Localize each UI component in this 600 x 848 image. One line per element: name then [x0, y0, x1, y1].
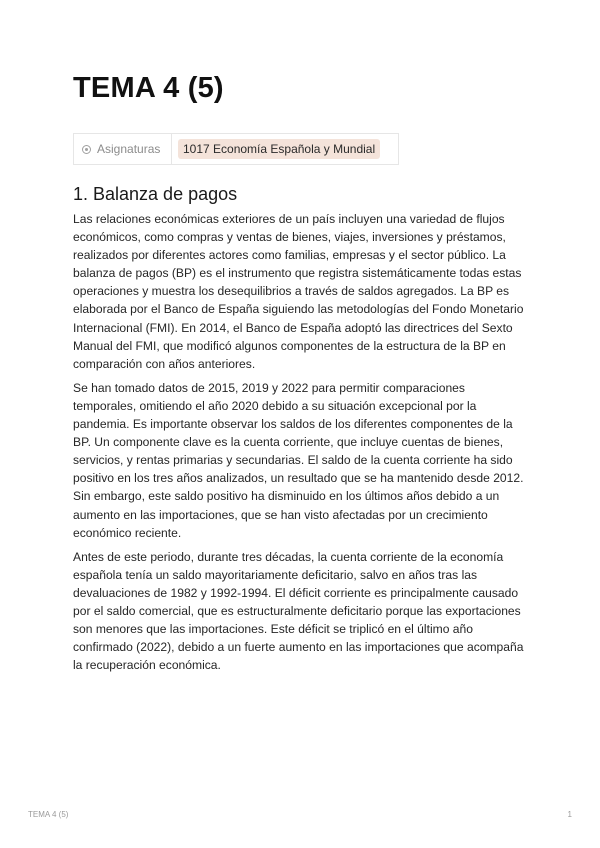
subject-tag[interactable]: 1017 Economía Española y Mundial: [178, 139, 380, 159]
property-row: [73, 133, 399, 165]
paragraph: Las relaciones económicas exteriores de un país incluyen una variedad de flujos económicos, como compras y ventas de bienes, viajes, inversiones y préstamos, realizados por diferentes actores como familias, empresas y el sector público. La balanza de pagos (BP) es el instrumento que registra sistemáticamente todas estas operaciones y muestra los desequilibrios a través de saldos agregados. La BP es elaborada por el Banco de España siguiendo las metodologías del Fondo Monetario Internacional (FMI). En 2014, el Banco de España adoptó las directrices del Sexto Manual del FMI, que modificó algunos componentes de la estructura de la BP en comparación con años anteriores.: [73, 212, 524, 371]
property-value: [172, 134, 380, 164]
page-title: TEMA 4 (5): [73, 72, 224, 104]
property-key: [74, 134, 172, 164]
footer-title: TEMA 4 (5): [28, 810, 69, 819]
section-content: [73, 210, 531, 680]
paragraph: Antes de este periodo, durante tres décadas, la cuenta corriente de la economía española tenía un saldo mayoritariamente deficitario, salvo en años tras las devaluaciones de 1982 y 1992-1994. El déficit corriente es principalmente causado por el saldo comercial, que es estructuralmente deficitario porque las exportaciones son menores que las importaciones. Este déficit se triplicó en el último año confirmado (2022), debido a un fuerte aumento en las importaciones que acompaña la recuperación económica.: [73, 549, 524, 673]
section-heading: 1. Balanza de pagos: [73, 184, 238, 204]
property-label: Asignaturas: [97, 142, 161, 156]
footer-page-number: 1: [567, 810, 572, 819]
property-icon: [82, 145, 91, 154]
paragraph: Se han tomado datos de 2015, 2019 y 2022 para permitir comparaciones temporales, omitiendo el año 2020 debido a su situación excepcional por la pandemia. Es importante observar los saldos de los diferentes componentes de la BP. Un componente clave es la cuenta corriente, que incluye cuentas de bienes, servicios, y rentas primarias y secundarias. El saldo de la cuenta corriente ha sido positivo en los tres años analizados, un resultado que se ha mantenido desde 2012. Sin embargo, este saldo positivo ha disminuido en los últimos años debido a un aumento en las importaciones, que se han visto afectadas por un crecimiento económico reciente.: [73, 380, 524, 540]
